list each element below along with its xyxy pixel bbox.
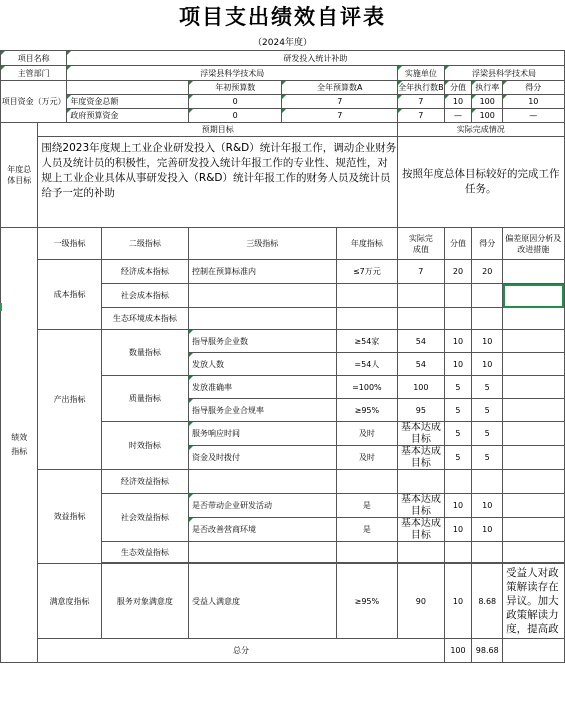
funds-total-budget[interactable]: 7 [282, 95, 398, 109]
cost-eco-l3[interactable] [189, 308, 337, 330]
cost-l1: 成本指标 [38, 260, 101, 330]
ind-header-note: 偏差原因分析及改进措施 [503, 228, 564, 260]
cost-actual[interactable]: 7 [398, 260, 445, 284]
eco-benefit-note[interactable] [503, 542, 564, 563]
cost-social-l2: 社会成本指标 [101, 284, 188, 308]
funds-header-rate: 执行率 [472, 81, 503, 95]
project-name-value[interactable]: 研发投入统计补助 [67, 51, 564, 66]
funds-gov-initial[interactable]: 0 [189, 109, 282, 123]
econ-benefit-got[interactable] [472, 470, 503, 494]
goals-expected-text[interactable]: 围绕2023年度规上工业企业研发投入（R&D）统计年报工作，调动企业财务人员及统计员的积极性，完善研发投入统计年报工作的专业性、规范性，对规上工业企业具体从事研发投入（R&D）统计年报工作的财务人员及统计员给予一定的补助 [38, 137, 398, 228]
quality-row2-note[interactable] [503, 399, 564, 422]
social-benefit-l2: 社会效益指标 [101, 494, 188, 542]
quality-l2: 质量指标 [101, 376, 188, 422]
satisfaction-note[interactable]: 受益人对政策解读存在异议。加大政策解读力度，提高政 [503, 564, 564, 639]
goals-expected-header: 预期目标 [38, 123, 398, 137]
evaluation-table [0, 50, 565, 663]
satisfaction-actual[interactable]: 90 [398, 564, 445, 639]
time-row1-actual[interactable]: 基本达成目标 [398, 422, 445, 446]
funds-header-exec-b: 全年执行数B [398, 81, 445, 95]
social-row2-l3[interactable]: 是否改善营商环境 [189, 518, 337, 542]
eco-benefit-actual[interactable] [398, 542, 445, 563]
eco-benefit-got[interactable] [472, 542, 503, 563]
quality-row2-target[interactable]: ≥95% [336, 399, 397, 422]
output-l1: 产出指标 [38, 330, 101, 470]
cost-social-score[interactable] [444, 284, 472, 308]
cost-l3[interactable]: 控制在预算标准内 [189, 260, 337, 284]
eco-benefit-l2: 生态效益指标 [101, 542, 188, 563]
time-row1-note[interactable] [503, 422, 564, 446]
doc-title: 项目支出绩效自评表 [179, 5, 386, 29]
eco-benefit-target[interactable] [336, 542, 397, 563]
social-row2-actual[interactable]: 基本达成目标 [398, 518, 445, 542]
qty-row1-target[interactable]: ≥54家 [336, 330, 397, 353]
time-row2-actual[interactable]: 基本达成目标 [398, 446, 445, 470]
funds-gov-rate[interactable]: 100 [472, 109, 503, 123]
qty-row1-got[interactable]: 10 [472, 330, 503, 353]
funds-row-total-name: 年度资金总额 [67, 95, 189, 109]
funds-header-budget-a: 全年预算数A [282, 81, 398, 95]
qty-row2-target[interactable]: =54人 [336, 353, 397, 376]
funds-blank-cell [67, 81, 189, 95]
cost-target[interactable]: ≤7万元 [336, 260, 397, 284]
total-label: 总分 [38, 639, 444, 663]
time-row2-score[interactable]: 5 [444, 446, 472, 470]
qty-row1-actual[interactable]: 54 [398, 330, 445, 353]
social-row1-actual[interactable]: 基本达成目标 [398, 494, 445, 518]
qty-row2-l3[interactable]: 发放人数 [189, 353, 337, 376]
quality-row1-got[interactable]: 5 [472, 376, 503, 399]
quality-row2-got[interactable]: 5 [472, 399, 503, 422]
eco-benefit-l3[interactable] [189, 542, 337, 563]
qty-row1-score[interactable]: 10 [444, 330, 472, 353]
goals-actual-text[interactable]: 按照年度总体目标较好的完成工作任务。 [398, 137, 564, 228]
goals-label: 年度总体目标 [1, 123, 38, 228]
total-note[interactable] [503, 639, 564, 663]
ind-header-l2: 二级指标 [101, 228, 188, 260]
funds-row-gov-name: 政府预算资金 [67, 109, 189, 123]
funds-label: 项目资金（万元） [1, 81, 67, 123]
selected-cell[interactable] [503, 284, 564, 308]
cost-got[interactable]: 20 [472, 260, 503, 284]
cost-social-got[interactable] [472, 284, 503, 308]
project-name-label: 项目名称 [1, 51, 67, 66]
eco-benefit-score[interactable] [444, 542, 472, 563]
quality-row1-l3[interactable]: 发放准确率 [189, 376, 337, 399]
qty-row1-l3[interactable]: 指导服务企业数 [189, 330, 337, 353]
funds-gov-got[interactable]: — [503, 109, 564, 123]
dept-label: 主管部门 [1, 66, 67, 81]
row-marker [0, 303, 2, 311]
ind-header-score: 分值 [444, 228, 472, 260]
econ-benefit-l2: 经济效益指标 [101, 470, 188, 494]
qty-row2-actual[interactable]: 54 [398, 353, 445, 376]
quality-row2-actual[interactable]: 95 [398, 399, 445, 422]
satisfaction-l3[interactable]: 受益人满意度 [189, 564, 337, 639]
funds-header-initial: 年初预算数 [189, 81, 282, 95]
satisfaction-score[interactable]: 10 [444, 564, 472, 639]
qty-row2-note[interactable] [503, 353, 564, 376]
econ-benefit-note[interactable] [503, 470, 564, 494]
cost-eco-l2: 生态环境成本指标 [101, 308, 188, 330]
social-row1-score[interactable]: 10 [444, 494, 472, 518]
social-row1-note[interactable] [503, 494, 564, 518]
funds-gov-exec[interactable]: 7 [398, 109, 445, 123]
quality-row1-actual[interactable]: 100 [398, 376, 445, 399]
cost-eco-score[interactable] [444, 308, 472, 330]
cost-score[interactable]: 20 [444, 260, 472, 284]
indicators-side-label: 绩效指标 [1, 228, 38, 663]
time-row1-target[interactable]: 及时 [336, 422, 397, 446]
spacer-cell [564, 563, 565, 564]
time-row2-target[interactable]: 及时 [336, 446, 397, 470]
qty-row2-got[interactable]: 10 [472, 353, 503, 376]
doc-year: （2024年度） [253, 38, 312, 48]
impl-label: 实施单位 [398, 66, 445, 81]
ind-header-l3: 三级指标 [189, 228, 337, 260]
ind-header-got: 得分 [472, 228, 503, 260]
social-row2-got[interactable]: 10 [472, 518, 503, 542]
econ-benefit-target[interactable] [336, 470, 397, 494]
cost-social-target[interactable] [336, 284, 397, 308]
social-row2-target[interactable]: 是 [336, 518, 397, 542]
quality-row2-l3[interactable]: 指导服务企业合规率 [189, 399, 337, 422]
quality-row1-target[interactable]: =100% [336, 376, 397, 399]
social-row1-got[interactable]: 10 [472, 494, 503, 518]
qty-row1-note[interactable] [503, 330, 564, 353]
dept-value[interactable]: 浮梁县科学技术局 [67, 66, 398, 81]
time-row1-got[interactable]: 5 [472, 422, 503, 446]
cost-social-actual[interactable] [398, 284, 445, 308]
qty-row2-score[interactable]: 10 [444, 353, 472, 376]
qty-l2: 数量指标 [101, 330, 188, 376]
quality-row1-score[interactable]: 5 [444, 376, 472, 399]
funds-total-got[interactable]: 10 [503, 95, 564, 109]
econ-benefit-score[interactable] [444, 470, 472, 494]
satisfaction-target[interactable]: ≥95% [336, 564, 397, 639]
impl-value[interactable]: 浮梁县科学技术局 [444, 66, 564, 81]
funds-gov-budget[interactable]: 7 [282, 109, 398, 123]
cost-eco-actual[interactable] [398, 308, 445, 330]
social-row2-note[interactable] [503, 518, 564, 542]
benefit-l1: 效益指标 [38, 470, 101, 564]
time-row2-note[interactable] [503, 446, 564, 470]
satisfaction-got[interactable]: 8.68 [472, 564, 503, 639]
social-row2-score[interactable]: 10 [444, 518, 472, 542]
quality-row2-score[interactable]: 5 [444, 399, 472, 422]
time-row1-score[interactable]: 5 [444, 422, 472, 446]
cost-social-l3[interactable] [189, 284, 337, 308]
funds-total-score[interactable]: 10 [444, 95, 472, 109]
funds-header-score: 分值 [444, 81, 472, 95]
ind-header-actual: 实际完成值 [398, 228, 445, 260]
funds-total-exec[interactable]: 7 [398, 95, 445, 109]
funds-total-initial[interactable]: 0 [189, 95, 282, 109]
cost-eco-note[interactable] [503, 308, 564, 330]
time-row1-l3[interactable]: 服务响应时间 [189, 422, 337, 446]
econ-benefit-actual[interactable] [398, 470, 445, 494]
funds-total-rate[interactable]: 100 [472, 95, 503, 109]
goals-actual-header: 实际完成情况 [398, 123, 564, 137]
social-row1-l3[interactable]: 是否带动企业研发活动 [189, 494, 337, 518]
quality-row1-note[interactable] [503, 376, 564, 399]
satisfaction-l2: 服务对象满意度 [101, 564, 188, 639]
funds-gov-score[interactable]: — [444, 109, 472, 123]
cost-eco-target[interactable] [336, 308, 397, 330]
satisfaction-l1: 满意度指标 [38, 564, 101, 639]
cost-note[interactable] [503, 260, 564, 284]
time-row2-l3[interactable]: 资金及时拨付 [189, 446, 337, 470]
ind-header-l1: 一级指标 [38, 228, 101, 260]
total-score[interactable]: 100 [444, 639, 472, 663]
cost-eco-got[interactable] [472, 308, 503, 330]
funds-header-got: 得分 [503, 81, 564, 95]
total-got[interactable]: 98.68 [472, 639, 503, 663]
ind-header-target: 年度指标 [336, 228, 397, 260]
econ-benefit-l3[interactable] [189, 470, 337, 494]
time-row2-got[interactable]: 5 [472, 446, 503, 470]
time-l2: 时效指标 [101, 422, 188, 470]
cost-econ-l2: 经济成本指标 [101, 260, 188, 284]
social-row1-target[interactable]: 是 [336, 494, 397, 518]
